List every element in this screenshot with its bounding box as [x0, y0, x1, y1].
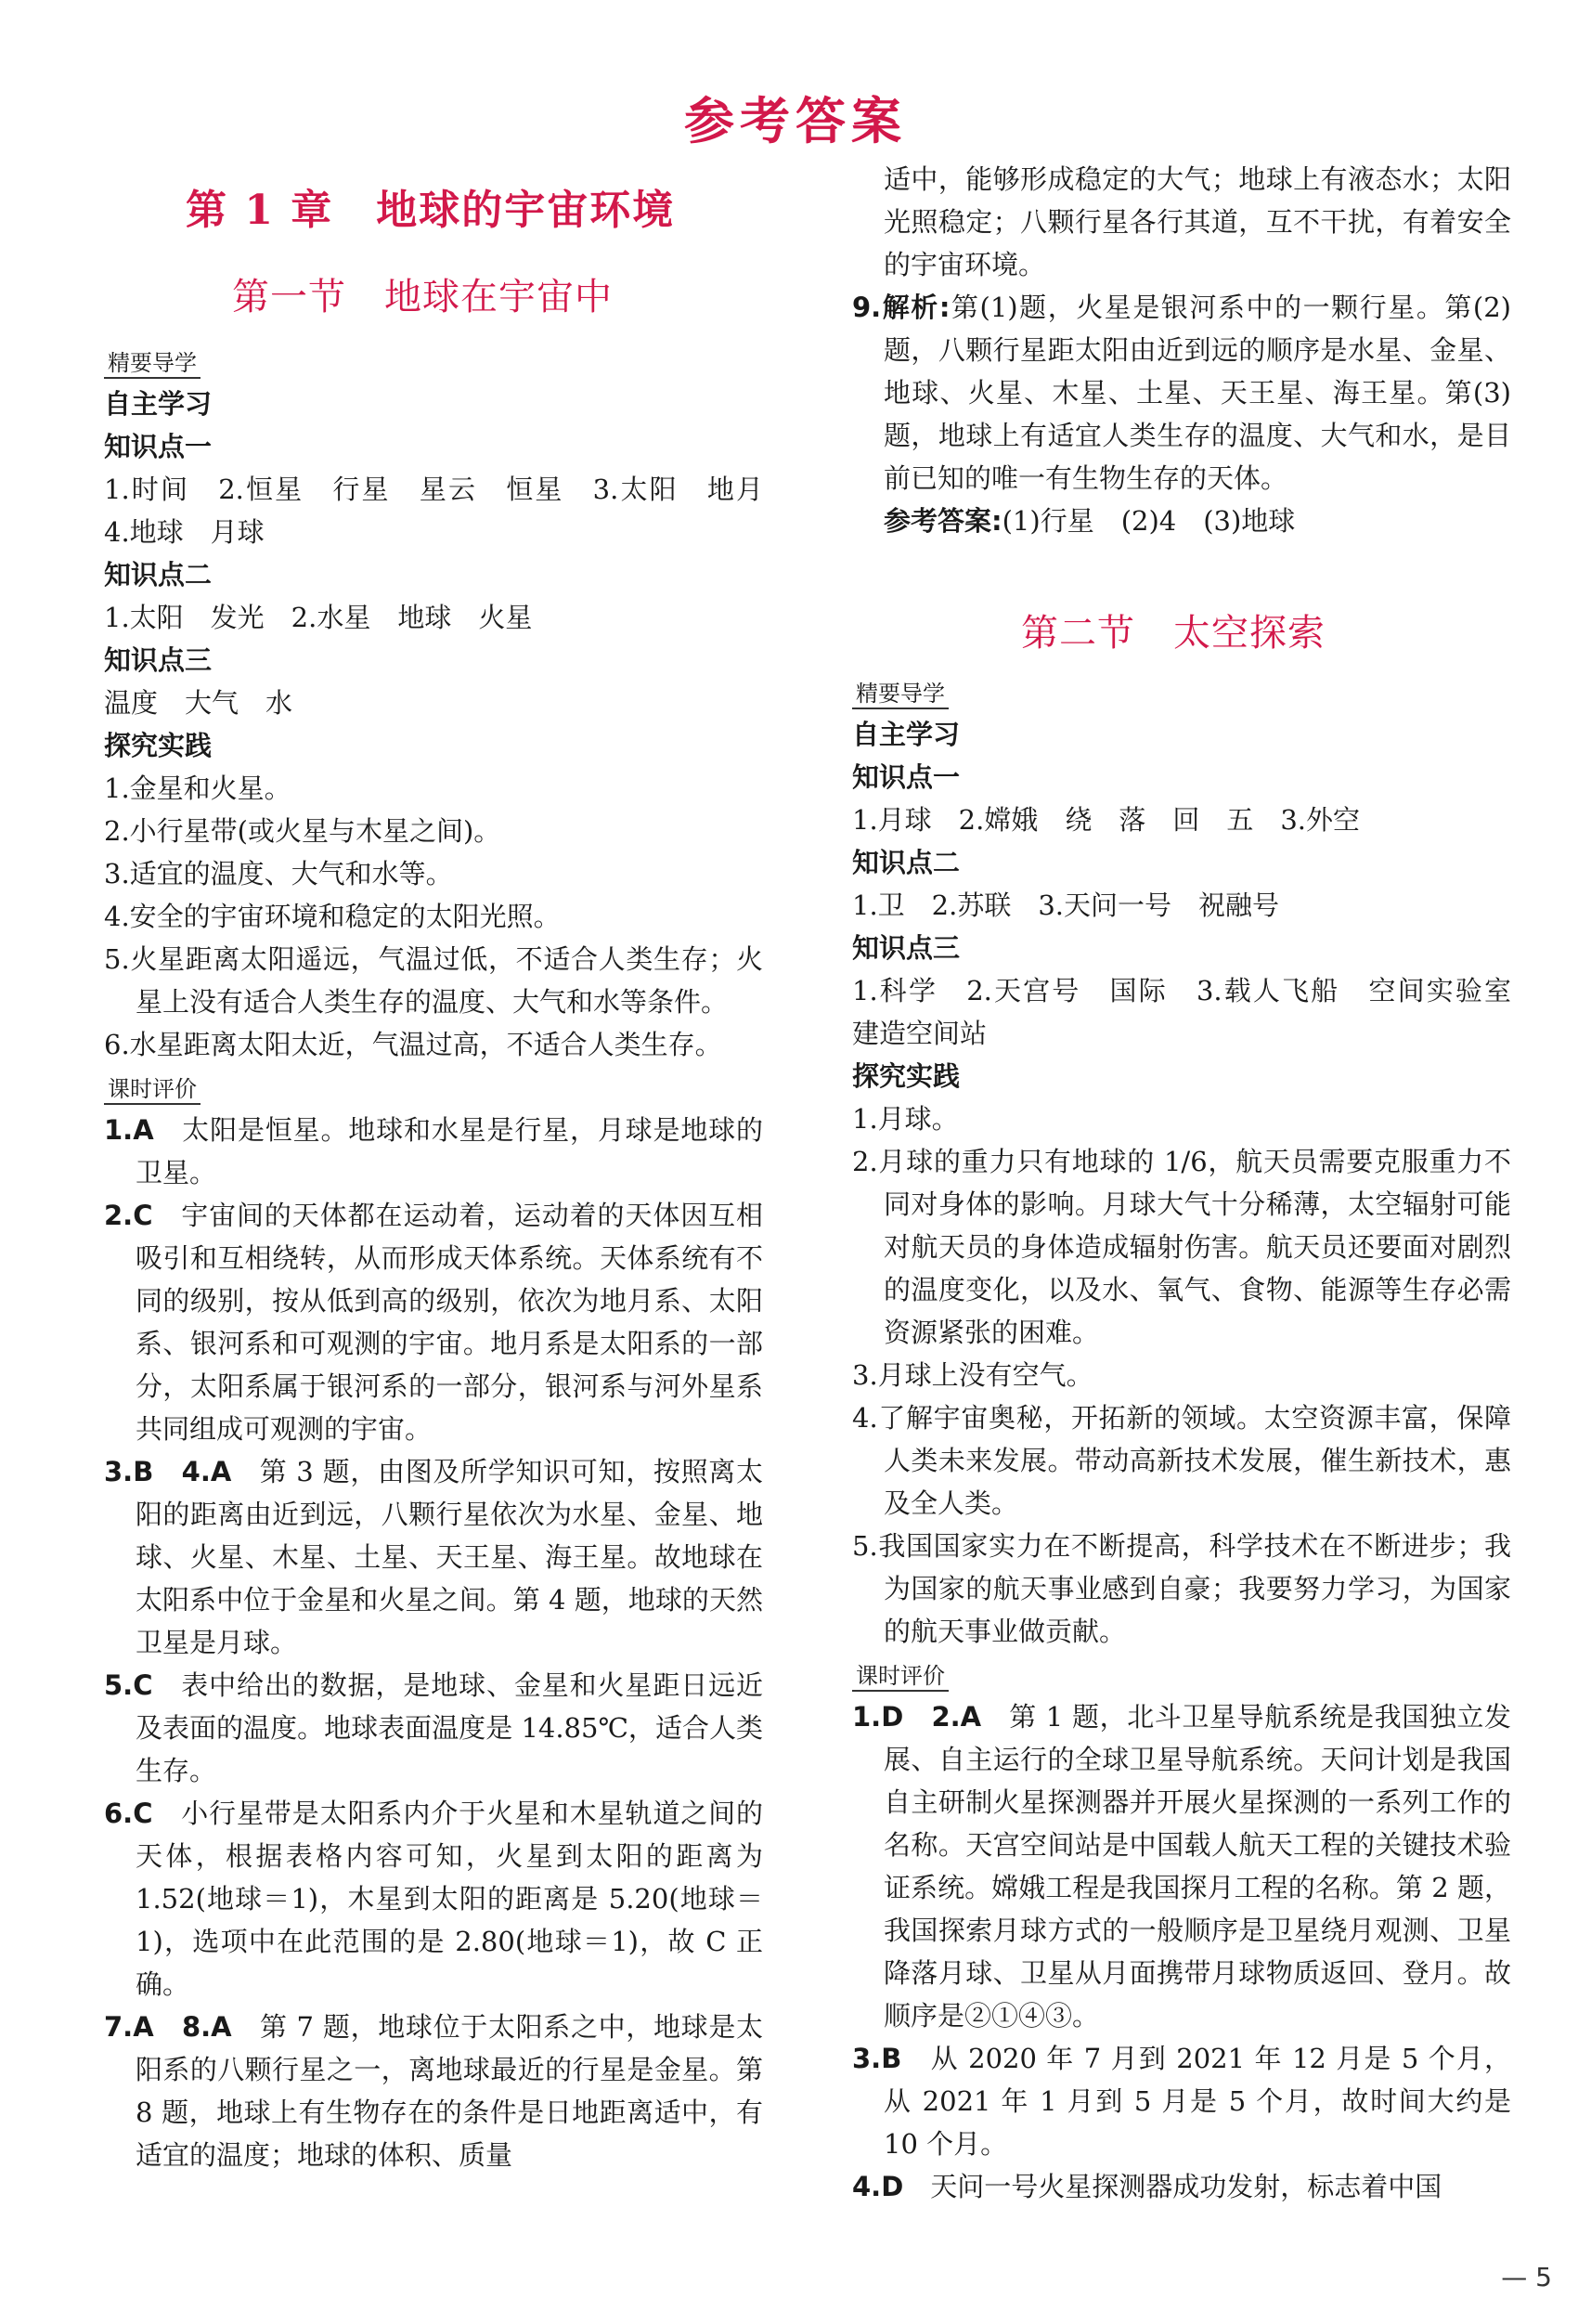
continued-text: 适中，能够形成稳定的大气；地球上有液态水；太阳光照稳定；八颗行星各行其道，互不干扰，有着安全的宇宙环境。: [884, 163, 1511, 280]
practice-item: 1.金星和火星。: [104, 773, 291, 804]
guide-tag: 精要导学: [852, 680, 949, 709]
practice-item: 3.月球上没有空气。: [852, 1359, 1093, 1391]
eval-item: 1.A 太阳是恒星。地球和水星是行星，月球是地球的卫星。: [104, 1114, 763, 1188]
eval-item: 6.C 小行星带是太阳系内介于火星和木星轨道之间的天体，根据表格内容可知，火星到太阳的距离为 1.52(地球＝1)，木星到太阳的距离是 5.20(地球＝1)，选项中在此范围的是 2.80(地球＝1)，故 C 正确。: [104, 1798, 763, 2000]
practice-item: 6.水星距离太阳太近，气温过高，不适合人类生存。: [104, 1029, 722, 1060]
eval-item: 5.C 表中给出的数据，是地球、金星和火星距日远近及表面的温度。地球表面温度是 14.85℃，适合人类生存。: [104, 1669, 763, 1786]
practice-item: 4.安全的宇宙环境和稳定的太阳光照。: [104, 901, 561, 932]
left-column: [104, 340, 791, 2176]
chapter-title: 第 1 章 地球的宇宙环境: [186, 187, 676, 234]
heading-k1: 知识点一: [104, 431, 213, 462]
section-title-2: 第二节 太空探索: [1021, 612, 1326, 655]
right-column: [852, 670, 1539, 2208]
right-column-top: [852, 158, 1511, 542]
heading-k3: 知识点三: [852, 932, 961, 964]
heading-tanjiu: 探究实践: [104, 730, 213, 761]
heading-zizhu: 自主学习: [852, 719, 961, 750]
practice-item: 4.了解宇宙奥秘，开拓新的领域。太空资源丰富，保障人类未来发展。带动高新技术发展，催生新技术，惠及全人类。: [852, 1402, 1511, 1519]
practice-item: 5.我国国家实力在不断提高，科学技术在不断进步；我为国家的航天事业感到自豪；我要努力学习，为国家的航天事业做贡献。: [852, 1530, 1511, 1647]
eval-item: 7.A 8.A 第 7 题，地球位于太阳系之中，地球是太阳系的八颗行星之一，离地球最近的行星是金星。第 8 题，地球上有生物存在的条件是日地距离适中，有适宜的温度；地球的体积、质量: [104, 2011, 764, 2171]
guide-tag: 精要导学: [104, 349, 200, 379]
k1-text: 1.时间 2.恒星 行星 星云 恒星 3.太阳 地月 4.地球 月球: [104, 474, 791, 548]
section-title-1: 第一节 地球在宇宙中: [232, 276, 613, 318]
heading-k1: 知识点一: [852, 761, 961, 793]
eval-item: 4.D 天问一号火星探测器成功发射，标志着中国: [852, 2171, 1442, 2202]
eval-tag: 课时评价: [104, 1075, 200, 1105]
k2-text: 1.太阳 发光 2.水星 地球 火星: [104, 602, 533, 633]
eval-item: 3.B 4.A 第 3 题，由图及所学知识可知，按照离太阳的距离由近到远，八颗行星依次为水星、金星、地球、火星、木星、土星、天王星、海王星。故地球在太阳系中位于金星和火星之间。第 4 题，地球的天然卫星是月球。: [104, 1456, 763, 1658]
q9-analysis: 9.解析:第(1)题，火星是银河系中的一颗行星。第(2)题，八颗行星距太阳由近到远的顺序是水星、金星、地球、火星、木星、土星、天王星、海王星。第(3)题，地球上有适宜人类生存的温度、大气和水，是目前已知的唯一有生物生存的天体。: [852, 292, 1511, 494]
page-title: 参考答案: [684, 92, 907, 150]
q9-answer: 参考答案:(1)行星 (2)4 (3)地球: [884, 505, 1296, 537]
practice-item: 3.适宜的温度、大气和水等。: [104, 858, 453, 889]
practice-item: 2.月球的重力只有地球的 1/6，航天员需要克服重力不同对身体的影响。月球大气十分稀薄，太空辐射可能对航天员的身体造成辐射伤害。航天员还要面对剧烈的温度变化，以及水、氧气、食物、能源等生存必需资源紧张的困难。: [852, 1146, 1511, 1348]
eval-item: 1.D 2.A 第 1 题，北斗卫星导航系统是我国独立发展、自主运行的全球卫星导航系统。天问计划是我国自主研制火星探测器并开展火星探测的一系列工作的名称。天宫空间站是中国载人航天工程的关键技术验证系统。嫦娥工程是我国探月工程的名称。第 2 题，我国探索月球方式的一般顺序是卫星绕月观测、卫星降落月球、卫星从月面携带月球物质返回、登月。故顺序是②①④③。: [852, 1701, 1512, 2032]
eval-item: 3.B 从 2020 年 7 月到 2021 年 12 月是 5 个月，从 2021 年 1 月到 5 月是 5 个月，故时间大约是 10 个月。: [852, 2043, 1511, 2160]
k3-text: 1.科学 2.天宫号 国际 3.载人飞船 空间实验室 建造空间站: [852, 975, 1539, 1049]
page-number: — 5: [1501, 2262, 1552, 2292]
heading-k2: 知识点二: [104, 559, 213, 591]
heading-tanjiu: 探究实践: [852, 1060, 961, 1092]
practice-item: 2.小行星带(或火星与木星之间)。: [104, 815, 501, 847]
practice-item: 1.月球。: [852, 1103, 959, 1135]
heading-k2: 知识点二: [852, 847, 961, 878]
eval-item: 2.C 宇宙间的天体都在运动着，运动着的天体因互相吸引和互相绕转，从而形成天体系统。天体系统有不同的级别，按从低到高的级别，依次为地月系、太阳系、银河系和可观测的宇宙。地月系是太阳系的一部分，太阳系属于银河系的一部分，银河系与河外星系共同组成可观测的宇宙。: [104, 1200, 763, 1445]
heading-zizhu: 自主学习: [104, 388, 213, 420]
k3-text: 温度 大气 水: [104, 687, 293, 719]
eval-tag: 课时评价: [852, 1662, 949, 1692]
k1-text: 1.月球 2.嫦娥 绕 落 回 五 3.外空: [852, 804, 1361, 836]
practice-item: 5.火星距离太阳遥远，气温过低，不适合人类生存；火星上没有适合人类生存的温度、大气和水等条件。: [104, 943, 763, 1018]
k2-text: 1.卫 2.苏联 3.天问一号 祝融号: [852, 889, 1280, 921]
heading-k3: 知识点三: [104, 644, 213, 676]
